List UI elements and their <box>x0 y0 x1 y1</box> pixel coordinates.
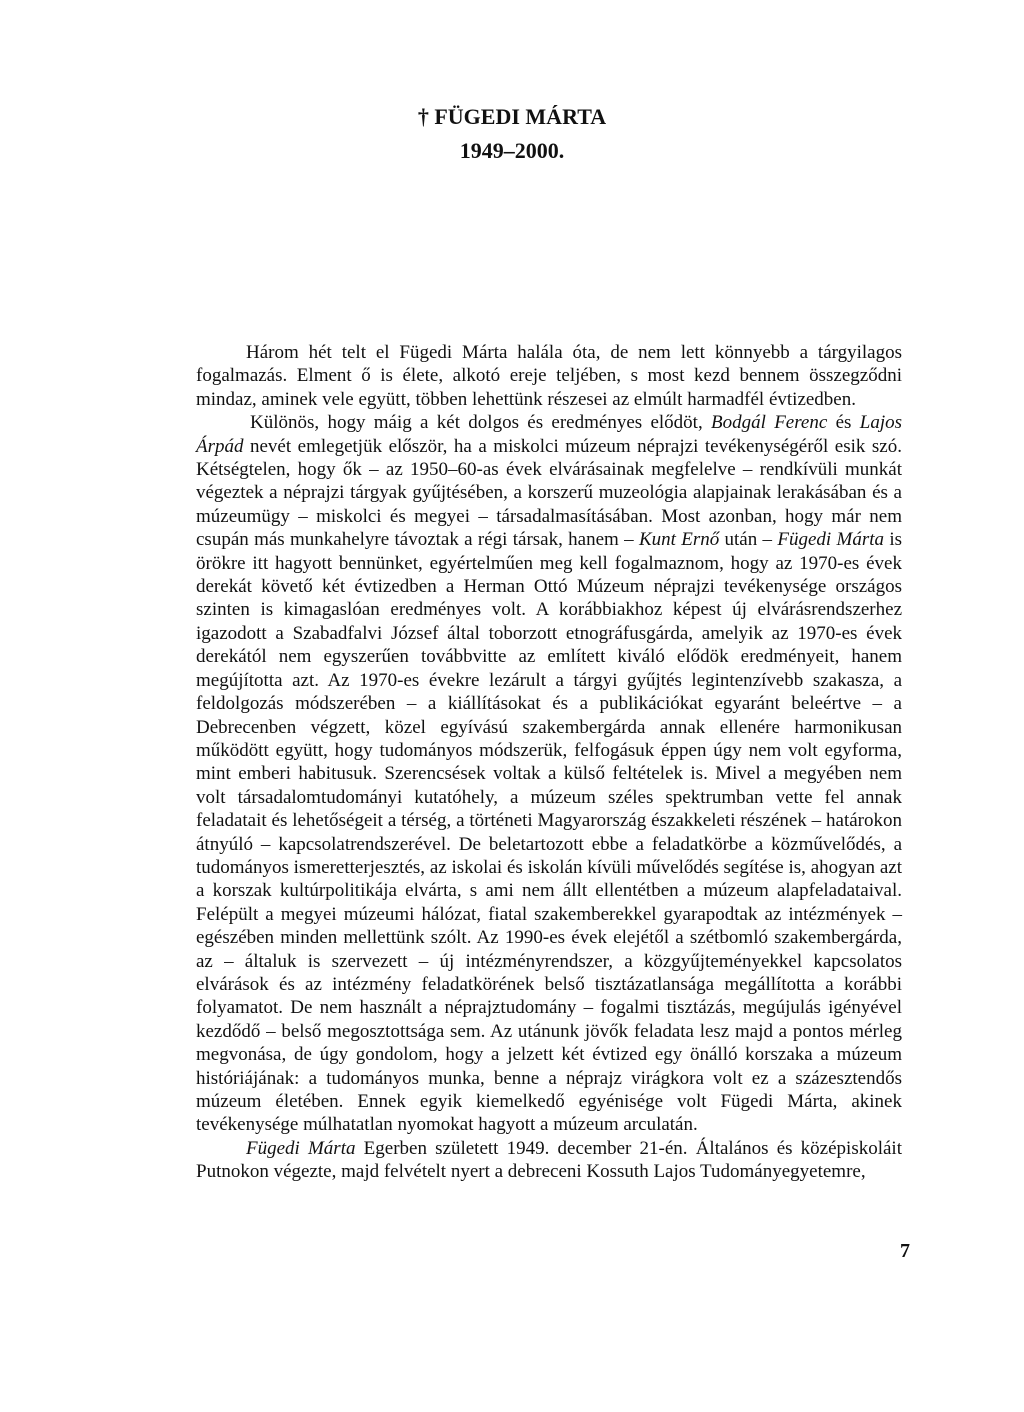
paragraph-2-part-d: után – <box>719 529 778 551</box>
page-number: 7 <box>900 1240 910 1262</box>
paragraph-3 <box>196 1137 902 1184</box>
title-block <box>0 100 1024 168</box>
name-fugedi-marta: Fügedi Márta <box>777 529 885 551</box>
page-title: † FÜGEDI MÁRTA <box>417 104 607 129</box>
paragraph-1: Három hét telt el Fügedi Márta halála óta, de nem lett könnyebb a tárgyilagos fogalmazás. Elment ő is élete, alkotó ereje teljében, s most kezd bennem összegződni mindaz, aminek vele együtt, többen lehettünk részesei az elmúlt harmadfél évtizedben. <box>196 342 902 410</box>
name-bodgal-ferenc: Bodgál Ferenc <box>711 412 828 434</box>
paragraph-2-part-c: nevét emlegetjük először, ha a miskolci múzeum néprajzi tevékenységéről esik szó. Kétségtelen, hogy ők – az 1950–60-as évek elvárásainak megfelelve – rendkívüli munkát végeztek a néprajzi tárgyak gyűjtésében, a korszerű muzeológia alapjainak lerakásában és a múzeumügy – miskolci és megyei – társadalmasításában. Most azonban, hogy már nem csupán más munkahelyre távoztak a régi társak, hanem – <box>196 435 902 551</box>
name-kunt-erno: Kunt Ernő <box>638 529 720 551</box>
paragraph-2-part-e: is örökre itt hagyott bennünket, egyértelműen meg kell fogalmaznom, hogy az 1970-es évek derekát követő két évtizedben a Herman Ottó Múzeum néprajzi tevékenysége országos szinten is kimagaslóan eredményes volt. A korábbiakhoz képest új elvárásrendszerhez igazodott a Szabadfalvi József által toborzott etnográfusgárda, amelyik az 1970-es évek derekától nem egyszerűen továbbvitte az említett kiváló elődök eredményeit, hanem megújította azt. Az 1970-es évekre lezárult a tárgyi gyűjtés legintenzívebb szakasza, a feldolgozás módszerében – a kiállításokat és a publikációkat egyaránt beleértve – a Debrecenben végzett, közel egyívású szakembergárda annak ellenére harmonikusan működött együtt, hogy tudományos módszerük, felfogásuk éppen úgy nem volt egyforma, mint emberi habitusuk. Szerencsések voltak a külső feltételek is. Mivel a megyében nem volt társadalomtudományi kutatóhely, a múzeum széles spektrumban vette fel annak feladatait és lehetőségeit a térség, a történeti Magyarország északkeleti részének – határokon átnyúló – kapcsolatrendszerével. De beletartozott ebbe a feladatkörbe a közművelődés, a tudományos ismeretterjesztés, az iskolai és iskolán kívüli művelődés segítése is, ahogyan azt a korszak kultúrpolitikája elvárta, s ami nem állt ellentétben a múzeum alapfeladataival. Felépült a megyei múzeumi hálózat, fiatal szakemberekkel gyarapodtak az intézmények – egészében minden mellettünk szólt. Az 1990-es évek elejétől a szétbomló szakembergárda, az – általuk is szervezett – új intézményrendszer, a közgyűjteményekkel kapcsolatos elvárások és az intézmény feladatkörének belső tisztázatlansága megállította a korábbi folyamatot. De nem használt a néprajztudomány – fogalmi tisztázás, megújulás igényével kezdődő – belső megosztottsága sem. Az utánunk jövők feladata lesz majd a pontos mérleg megvonása, de úgy gondolom, hogy a jelzett két évtized egy önálló korszaka a múzeum históriájának: a tudományos munka, benne a néprajz virágkora volt ez a százesztendős múzeum életében. Ennek egyik kiemelkedő egyénisége volt Fügedi Márta, akinek tevékenysége múlhatatlan nyomokat hagyott a múzeum arculatán. <box>196 529 903 1136</box>
life-years: 1949–2000. <box>459 138 565 163</box>
name-lajos-arpad: Lajos Árpád <box>196 412 903 457</box>
article-body <box>196 341 902 1184</box>
paragraph-3-text: Egerben született 1949. december 21-én. Általános és középiskoláit Putnokon végezte, majd felvételt nyert a debreceni Kossuth Lajos Tudományegyetemre, <box>196 1137 902 1183</box>
paragraph-2-part-a: Különös, hogy máig a két dolgos és eredményes elődöt, <box>250 412 712 434</box>
paragraph-2-part-b: és <box>827 412 860 434</box>
name-fugedi-marta-2: Fügedi Márta <box>246 1137 356 1159</box>
paragraph-2 <box>196 411 902 1137</box>
